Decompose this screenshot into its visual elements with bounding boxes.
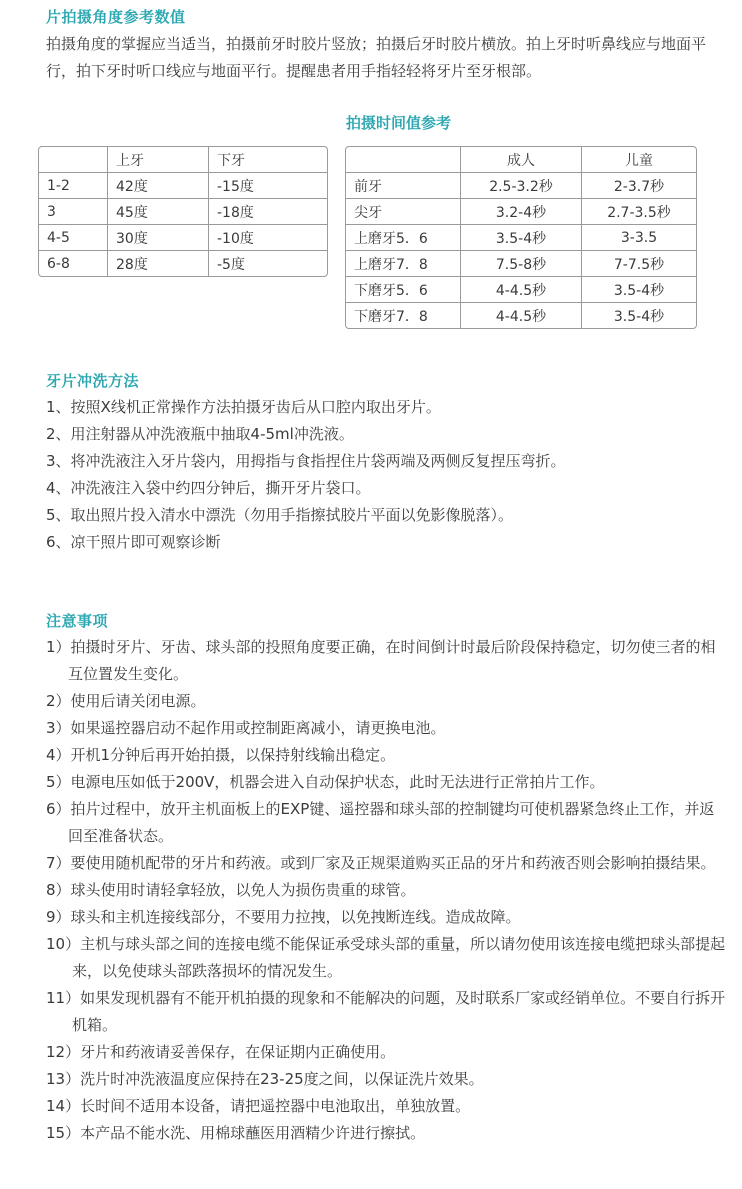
list-item: 6、凉干照片即可观察诊断	[46, 533, 221, 551]
table-cell: 6-8	[39, 251, 108, 277]
table-cell: 上磨牙7．8	[346, 251, 461, 277]
table-cell	[346, 147, 461, 173]
angle-section-title: 片拍摄角度参考数值	[46, 8, 186, 26]
table-cell: 7.5-8秒	[461, 251, 582, 277]
wash-section-title: 牙片冲洗方法	[46, 372, 140, 390]
table-cell: 3.5-4秒	[461, 225, 582, 251]
list-item: 1）拍摄时牙片、牙齿、球头部的投照角度要正确，在时间倒计时最后阶段保持稳定，切勿使三者的相互位置发生变化。	[46, 638, 716, 683]
table-cell: -15度	[209, 173, 328, 199]
table-row	[39, 225, 327, 251]
table-row	[346, 225, 696, 251]
table-cell: 前牙	[346, 173, 461, 199]
list-item: 9）球头和主机连接线部分，不要用力拉拽，以免拽断连线。造成故障。	[46, 908, 521, 926]
table-header-upper: 上牙	[108, 147, 209, 173]
table-cell: 28度	[108, 251, 209, 277]
list-item: 13）洗片时冲洗液温度应保持在23-25度之间，以保证洗片效果。	[46, 1070, 484, 1088]
table-cell: -10度	[209, 225, 328, 251]
list-item: 15）本产品不能水洗、用棉球蘸医用酒精少许进行擦拭。	[46, 1124, 426, 1142]
table-row	[346, 147, 696, 173]
table-row	[346, 303, 696, 329]
table-cell: 2-3.7秒	[582, 173, 697, 199]
table-cell: -5度	[217, 256, 245, 273]
table-cell: 2.5-3.2秒	[461, 173, 582, 199]
table-header-adult: 成人	[461, 147, 582, 173]
table-row	[39, 199, 327, 225]
table-cell: 4-5	[39, 225, 108, 251]
table-row	[346, 277, 696, 303]
list-item: 2）使用后请关闭电源。	[46, 692, 206, 710]
table-cell: 42度	[108, 173, 209, 199]
list-item: 5）电源电压如低于200V，机器会进入自动保护状态，此时无法进行正常拍片工作。	[46, 773, 605, 791]
table-row	[346, 251, 696, 277]
list-item: 4、冲洗液注入袋中约四分钟后，撕开牙片袋口。	[46, 479, 371, 497]
angle-table	[38, 146, 328, 277]
time-table	[345, 146, 697, 329]
list-item: 2、用注射器从冲洗液瓶中抽取4-5ml冲洗液。	[46, 425, 354, 443]
table-cell: -18度	[209, 199, 328, 225]
list-item: 7）要使用随机配带的牙片和药液。或到厂家及正规渠道购买正品的牙片和药液否则会影响拍摄结果。	[46, 854, 716, 872]
table-row	[39, 251, 327, 277]
table-cell: 2.7-3.5秒	[582, 199, 697, 225]
table-row	[39, 173, 327, 199]
table-row	[39, 147, 327, 173]
list-item: 5、取出照片投入清水中漂洗（勿用手指擦拭胶片平面以免影像脱落）。	[46, 506, 514, 524]
table-header-lower: 下牙	[209, 147, 328, 173]
list-item: 8）球头使用时请轻拿轻放，以免人为损伤贵重的球管。	[46, 881, 416, 899]
table-cell: 4-4.5秒	[461, 277, 582, 303]
table-cell: 30度	[108, 225, 209, 251]
table-cell: 下磨牙7．8	[346, 303, 461, 329]
table-cell: 下磨牙5．6	[346, 277, 461, 303]
table-cell: 3-3.5	[582, 225, 697, 251]
list-item: 11）如果发现机器有不能开机拍摄的现象和不能解决的问题，及时联系厂家或经销单位。不要自行拆开机箱。	[46, 989, 726, 1034]
table-cell: 3.5-4秒	[613, 308, 665, 325]
list-item: 14）长时间不适用本设备，请把遥控器中电池取出，单独放置。	[46, 1097, 471, 1115]
table-cell: 尖牙	[346, 199, 461, 225]
table-cell: 1-2	[39, 173, 108, 199]
table-cell: 45度	[108, 199, 209, 225]
table-cell: 7-7.5秒	[582, 251, 697, 277]
table-cell: 3.5-4秒	[582, 277, 697, 303]
list-item: 3）如果遥控器启动不起作用或控制距离减小，请更换电池。	[46, 719, 446, 737]
list-item: 3、将冲洗液注入牙片袋内，用拇指与食指捏住片袋两端及两侧反复捏压弯折。	[46, 452, 566, 470]
angle-paragraph: 拍摄角度的掌握应当适当，拍摄前牙时胶片竖放；拍摄后牙时胶片横放。拍上牙时听鼻线应与地面平行，拍下牙时听口线应与地面平行。提醒患者用手指轻轻将牙片至牙根部。	[46, 35, 707, 80]
wash-steps-list	[46, 394, 726, 556]
table-row	[346, 173, 696, 199]
list-item: 10）主机与球头部之间的连接电缆不能保证承受球头部的重量，所以请勿使用该连接电缆把球头部提起来，以免使球头部跌落损坏的情况发生。	[46, 935, 726, 980]
notes-section-title: 注意事项	[46, 612, 109, 630]
table-row	[346, 199, 696, 225]
list-item: 1、按照X线机正常操作方法拍摄牙齿后从口腔内取出牙片。	[46, 398, 441, 416]
table-header-child: 儿童	[582, 147, 697, 173]
table-cell	[39, 147, 108, 173]
table-cell: 上磨牙5．6	[346, 225, 461, 251]
notes-list	[46, 634, 726, 1147]
table-cell: 4-4.5秒	[461, 303, 582, 329]
list-item: 4）开机1分钟后再开始拍摄，以保持射线输出稳定。	[46, 746, 396, 764]
table-cell: 3	[39, 199, 108, 225]
list-item: 12）牙片和药液请妥善保存，在保证期内正确使用。	[46, 1043, 396, 1061]
list-item: 6）拍片过程中，放开主机面板上的EXP键、遥控器和球头部的控制键均可使机器紧急终止工作，并返回至准备状态。	[46, 800, 715, 845]
table-cell: 3.2-4秒	[461, 199, 582, 225]
